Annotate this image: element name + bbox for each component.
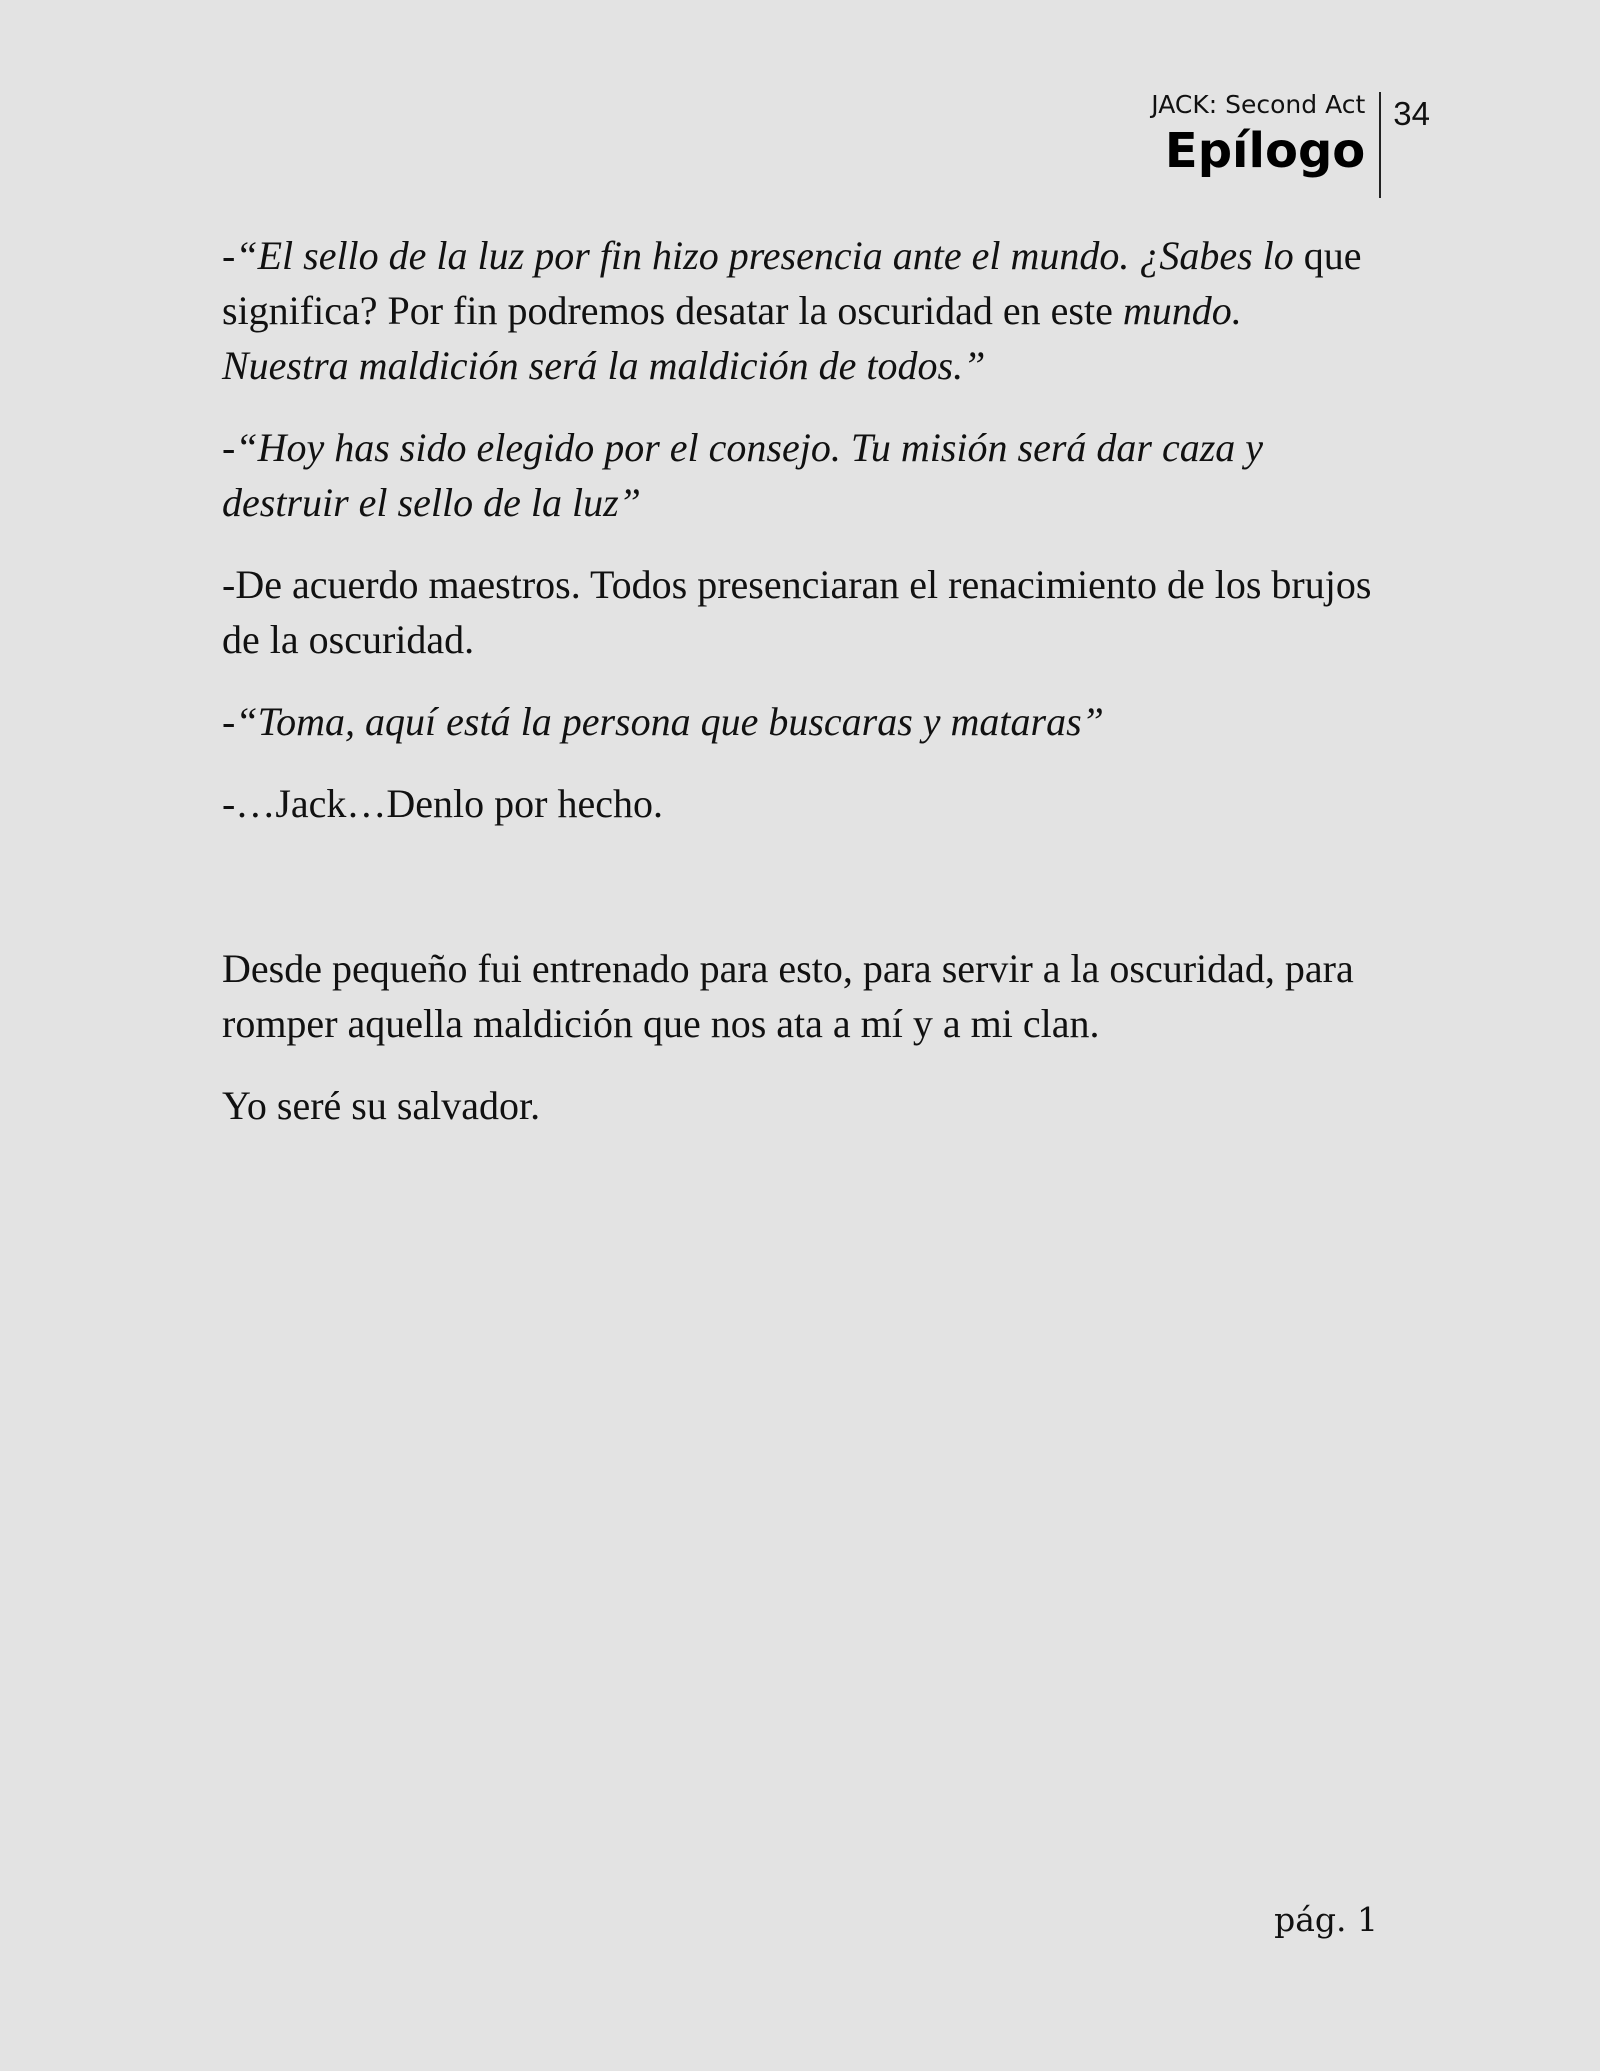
paragraph-2	[222, 420, 1372, 530]
header-page-number: 34	[1393, 95, 1430, 132]
footer-page-label: pág. 1	[1274, 1900, 1378, 1939]
paragraph-3: -De acuerdo maestros. Todos presenciaran el renacimiento de los brujos de la oscuridad.	[222, 562, 1372, 662]
paragraph-1	[222, 228, 1372, 393]
paragraph-5: -…Jack…Denlo por hecho.	[222, 781, 663, 826]
paragraph-7: Yo seré su salvador.	[222, 1083, 541, 1128]
dialogue-italic-2: mundo. Nuestra maldición será la maldición de todos.”	[222, 288, 1242, 388]
paragraph-6: Desde pequeño fui entrenado para esto, para servir a la oscuridad, para romper aquella maldición que nos ata a mí y a mi clan.	[222, 946, 1354, 1046]
dialogue-dash: -	[222, 425, 236, 470]
paragraph-4	[222, 694, 1372, 749]
dialogue-dash: -	[222, 233, 236, 278]
book-title: JACK: Second Act	[1151, 90, 1366, 119]
dialogue-italic: “El sello de la luz por fin hizo presencia ante el mundo. ¿Sabes lo	[235, 233, 1294, 278]
chapter-title: Epílogo	[1164, 123, 1366, 179]
header-titles	[1151, 88, 1379, 180]
dialogue-regular: que significa? Por fin podremos desatar la oscuridad en este	[222, 233, 1362, 333]
dialogue-italic: “Toma, aquí está la persona que buscaras y mataras”	[235, 699, 1104, 744]
page-header	[1151, 88, 1430, 196]
body-text	[222, 228, 1372, 1160]
dialogue-dash: -	[222, 699, 236, 744]
dialogue-italic: “Hoy has sido elegido por el consejo. Tu misión será dar caza y destruir el sello de la luz”	[222, 425, 1264, 525]
